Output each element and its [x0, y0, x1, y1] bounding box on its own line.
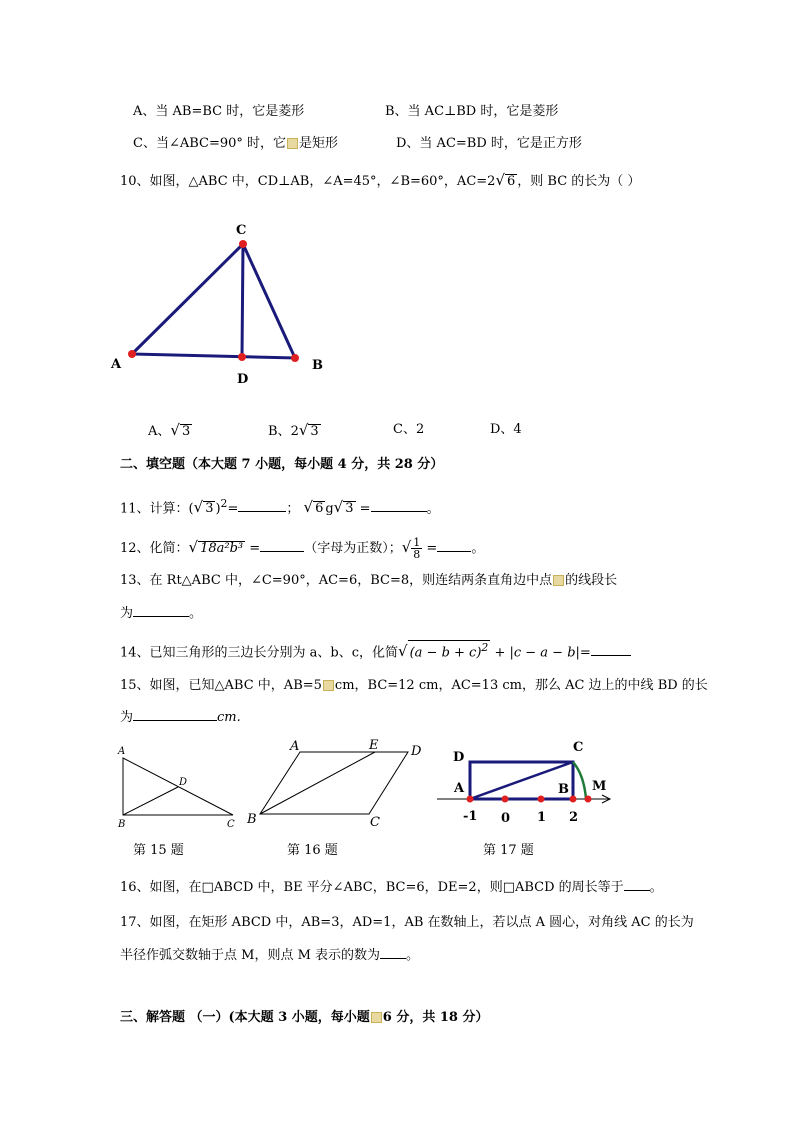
q12-pre: 12、化简：	[120, 541, 189, 556]
q17-line2-end: 。	[406, 948, 420, 963]
section-3-pre: 三、解答题 （一）(本大题 3 小题，每小题	[120, 1010, 370, 1025]
q14-pre: 14、已知三角形的三边长分别为 a、b、c，化简	[120, 645, 399, 661]
q16-blank[interactable]	[624, 878, 650, 891]
q10-text-pre: 10、如图，△ABC 中，CD⊥AB，∠A=45°，∠B=60°，AC=	[120, 174, 488, 189]
q14-exp: 2	[481, 641, 489, 654]
q12-note: （字母为正数）；	[304, 541, 402, 556]
fig17-tick-0: 0	[501, 811, 511, 826]
label-c: C	[236, 223, 247, 238]
q13-line-1	[120, 573, 617, 589]
q10-text-post: ，则 BC 的长为（ ）	[517, 174, 641, 189]
q10-option-d: D、4	[490, 422, 522, 437]
q11-blank-2[interactable]	[371, 499, 427, 512]
q12	[120, 537, 484, 560]
sqrt-icon: √	[303, 498, 314, 517]
q14-expr1-text: (a − b + c)	[409, 645, 482, 661]
label-a: A	[111, 357, 122, 372]
q11: 11、计算：(√ 3 )$^2$= ； √ 6 g√ 3 = 。	[120, 497, 440, 517]
q10-option-b	[268, 422, 321, 440]
fig16-label-d: D	[411, 744, 422, 759]
fig16-label-e: E	[369, 738, 379, 753]
fig17-number-line	[432, 735, 617, 830]
section-3-title	[120, 1010, 489, 1026]
label-b: B	[312, 358, 323, 373]
sqrt-icon: √	[170, 421, 180, 439]
q10-option-a-pre: A、	[148, 424, 171, 439]
q13-blank[interactable]	[133, 604, 189, 617]
q10-option-a-rad: 3	[181, 424, 191, 439]
q11-b-rad1: 6	[315, 501, 324, 517]
q11-pre: 11、计算：	[120, 501, 189, 517]
fig17-label-d: D	[453, 750, 465, 765]
section-3-post: 6 分，共 18 分）	[382, 1010, 489, 1025]
q15-line2-pre: 为	[120, 710, 134, 725]
q9-option-b: B、当 AC⊥BD 时，它是菱形	[385, 104, 559, 119]
fig16-parallelogram	[245, 738, 425, 830]
q15-line-2	[120, 708, 241, 726]
q10-option-a	[148, 422, 192, 440]
sqrt-icon: √	[401, 538, 412, 556]
q14-blank[interactable]	[591, 643, 631, 656]
q10-option-b-rad: 3	[310, 424, 319, 439]
fig17-tick-2: 2	[569, 810, 579, 825]
sqrt-icon: √	[398, 642, 408, 661]
q10-option-b-pre: B、	[268, 424, 291, 439]
q15-line1-pre: 15、如图，已知△ABC 中，AB=5	[120, 678, 322, 693]
q17-line2-pre: 半径作弧交数轴于点 M，则点 M 表示的数为	[120, 948, 381, 963]
q13-line-2	[120, 604, 202, 622]
fig17-tick-neg1: -1	[463, 809, 478, 824]
q16-end: 。	[649, 880, 663, 895]
fig16-caption: 第 16 题	[287, 843, 338, 858]
q14-eq: =	[579, 645, 591, 661]
q9-option-c-post: 是矩形	[299, 136, 339, 151]
q17-blank[interactable]	[380, 946, 406, 959]
q9-option-c-pre: C、当∠ABC=90° 时，它	[133, 136, 287, 151]
fig17-label-m: M	[592, 779, 607, 794]
fig16-label-a: A	[290, 739, 300, 754]
q10-radicand: 6	[507, 174, 516, 189]
section-2-title: 二、填空题（本大题 7 小题，每小题 4 分，共 28 分）	[120, 457, 444, 472]
q12-eq2: =	[426, 541, 438, 556]
q12-end: 。	[471, 541, 485, 556]
q13-line2-pre: 为	[120, 606, 134, 621]
q11-sep: ；	[286, 501, 300, 517]
fig16-label-b: B	[247, 812, 257, 827]
sqrt-icon: √	[298, 421, 309, 439]
q17-line-2	[120, 946, 419, 964]
q10-stem	[120, 172, 640, 190]
q11-end: 。	[426, 501, 440, 517]
sqrt-icon: √	[333, 498, 344, 517]
q10-coef: 2	[487, 174, 496, 189]
q9-option-c	[133, 136, 338, 152]
label-d: D	[237, 372, 249, 387]
q11-a-exp: 2	[220, 497, 228, 510]
fig15-label-b: B	[118, 819, 126, 830]
q12-blank-2[interactable]	[437, 539, 471, 552]
q13-line2-end: 。	[189, 606, 203, 621]
q11-blank-1[interactable]	[238, 499, 286, 512]
q11-b-rad2: 3	[345, 501, 354, 517]
q12-radicand: 18a²b³	[200, 541, 244, 556]
q9-option-a: A、当 AB=BC 时，它是菱形	[133, 104, 305, 119]
point-a	[128, 350, 136, 358]
sqrt-icon: √	[193, 498, 204, 517]
fig16-label-c: C	[370, 815, 380, 830]
q9-option-d: D、当 AC=BD 时，它是正方形	[396, 136, 582, 151]
q11-a-rad: 3	[205, 501, 214, 517]
point-c	[239, 240, 247, 248]
highlight-mark	[371, 1012, 382, 1023]
q13-line1-pre: 13、在 Rt△ABC 中，∠C=90°，AC=6，BC=8，则连结两条直角边中点	[120, 573, 553, 588]
q11-eq1: =	[227, 501, 239, 517]
q15-line1-post: cm，BC=12 cm，AC=13 cm，那么 AC 边上的中线 BD 的长	[334, 678, 708, 693]
fig17-label-c: C	[573, 740, 584, 755]
fig17-caption: 第 17 题	[483, 843, 534, 858]
sqrt-icon: √	[495, 171, 506, 189]
q14-expr1	[408, 640, 491, 660]
arc-cm	[573, 762, 586, 799]
q15-line2-unit: cm.	[217, 710, 241, 725]
q14: 14、已知三角形的三边长分别为 a、b、c，化简√ $(a - b + c)^2 + |c - a - b|=$	[120, 640, 631, 661]
q16	[120, 878, 663, 896]
q12-blank-1[interactable]	[260, 539, 304, 552]
fig15-label-d: D	[179, 777, 188, 788]
q17-line-1: 17、如图，在矩形 ABCD 中，AB=3，AD=1，AB 在数轴上，若以点 A 圆心，对角线 AC 的长为	[120, 915, 694, 930]
q12-eq1: =	[249, 541, 261, 556]
q11-b-mid: g	[325, 501, 334, 517]
q10-option-b-coef: 2	[290, 424, 299, 439]
q10-triangle-figure	[105, 215, 335, 390]
q12-den: 8	[413, 548, 421, 561]
q12-fraction	[411, 537, 422, 560]
q11-eq2: =	[359, 501, 371, 517]
q13-line1-post: 的线段长	[565, 573, 618, 588]
q16-text: 16、如图，在□ABCD 中，BE 平分∠ABC，BC=6，DE=2，则□ABCD 的周长等于	[120, 880, 624, 895]
fig15-triangle	[115, 745, 245, 830]
highlight-mark	[323, 680, 334, 691]
highlight-mark	[553, 575, 564, 586]
point-b	[291, 354, 299, 362]
point-d	[238, 353, 246, 361]
q14-abs: c − a − b	[513, 645, 576, 661]
fig15-label-a: A	[118, 746, 126, 757]
fig15-label-c: C	[227, 819, 235, 830]
fig15-caption: 第 15 题	[133, 843, 184, 858]
sqrt-icon: √	[188, 538, 199, 556]
fig17-tick-1: 1	[537, 810, 547, 825]
q14-plus: +	[494, 645, 506, 661]
fig17-label-b: B	[558, 782, 569, 797]
q15-blank[interactable]	[133, 708, 217, 721]
fig17-label-a: A	[454, 781, 465, 796]
q15-line-1	[120, 678, 708, 694]
highlight-mark	[287, 138, 298, 149]
q12-num: 1	[413, 536, 421, 549]
q10-option-c: C、2	[393, 422, 425, 437]
